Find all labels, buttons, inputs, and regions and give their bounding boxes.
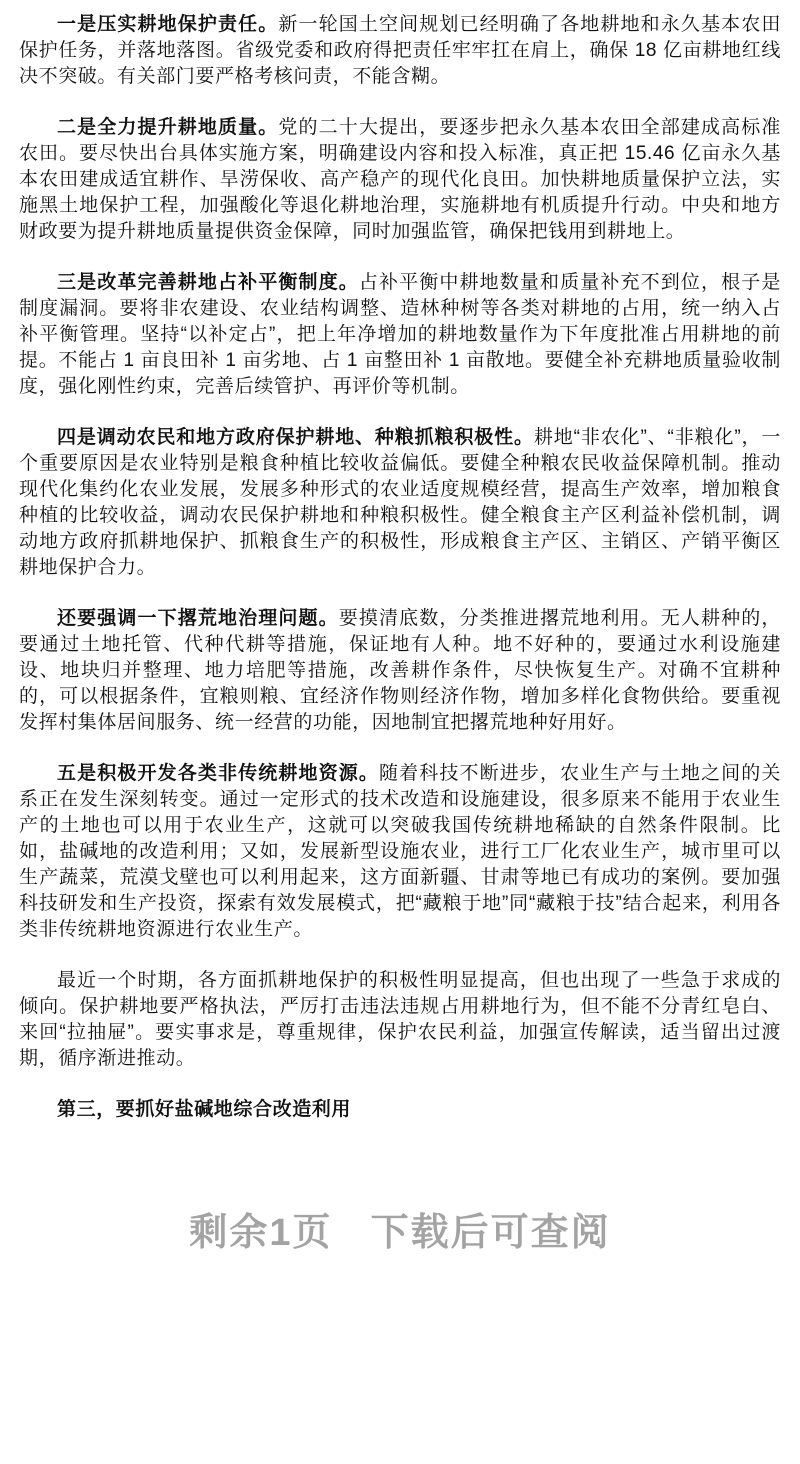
paragraph-3-lead: 三是改革完善耕地占补平衡制度。 — [57, 272, 359, 293]
remaining-pages-text: 剩余1页 — [189, 1212, 333, 1254]
paragraph-4 — [19, 425, 781, 581]
paragraph-7 — [19, 968, 781, 1072]
paragraph-5 — [19, 606, 781, 736]
paragraph-3 — [19, 270, 781, 400]
download-hint-text: 下载后可查阅 — [370, 1212, 611, 1254]
paragraph-6-lead: 五是积极开发各类非传统耕地资源。 — [57, 763, 380, 784]
paragraph-2-body: 党的二十大提出，要逐步把永久基本农田全部建成高标准农田。要尽快出台具体实施方案，明确建设内容和投入标准，真正把 15.46 亿亩永久基本农田建成适宜耕作、旱涝保收、高产稳产的现代化良田。加快耕地质量保护立法，实施黑土地保护工程，加强酸化等退化耕地治理，实施耕地有机质提升行动。中央和地方财政要为提升耕地质量提供资金保障，同时加强监管，确保把钱用到耕地上。 — [19, 117, 781, 242]
paragraph-5-lead: 还要强调一下撂荒地治理问题。 — [57, 608, 339, 629]
remaining-pages-notice — [19, 1211, 781, 1257]
paragraph-2-lead: 二是全力提升耕地质量。 — [57, 117, 279, 138]
paragraph-4-lead: 四是调动农民和地方政府保护耕地、种粮抓粮积极性。 — [57, 427, 534, 448]
paragraph-1-lead: 一是压实耕地保护责任。 — [57, 14, 279, 35]
paragraph-4-body: 耕地“非农化”、“非粮化”，一个重要原因是农业特别是粮食种植比较收益偏低。要健全种粮农民收益保障机制。推动现代化集约化农业发展，发展多种形式的农业适度规模经营，提高生产效率，增加粮食种植的比较收益，调动农民保护耕地和种粮积极性。健全粮食主产区利益补偿机制，调动地方政府抓耕地保护、抓粮食生产的积极性，形成粮食主产区、主销区、产销平衡区耕地保护合力。 — [19, 427, 782, 578]
paragraph-1-body: 新一轮国土空间规划已经明确了各地耕地和永久基本农田保护任务，并落地落图。省级党委和政府得把责任牢牢扛在肩上，确保 18 亿亩耕地红线决不突破。有关部门要严格考核问责，不能含糊。 — [19, 14, 781, 87]
paragraph-3-body: 占补平衡中耕地数量和质量补充不到位，根子是制度漏洞。要将非农建设、农业结构调整、造林种树等各类对耕地的占用，统一纳入占补平衡管理。坚持“以补定占”，把上年净增加的耕地数量作为下年度批准占用耕地的前提。不能占 1 亩良田补 1 亩劣地、占 1 亩整田补 1 亩散地。要健全补充耕地质量验收制度，强化刚性约束，完善后续管护、再评价等机制。 — [19, 272, 781, 397]
paragraph-6-body: 随着科技不断进步，农业生产与土地之间的关系正在发生深刻转变。通过一定形式的技术改造和设施建设，很多原来不能用于农业生产的土地也可以用于农业生产，这就可以突破我国传统耕地稀缺的自然条件限制。比如，盐碱地的改造利用；又如，发展新型设施农业，进行工厂化农业生产，城市里可以生产蔬菜，荒漠戈壁也可以利用起来，这方面新疆、甘肃等地已有成功的案例。要加强科技研发和生产投资，探索有效发展模式，把“藏粮于地”同“藏粮于技”结合起来，利用各类非传统耕地资源进行农业生产。 — [19, 763, 781, 940]
paragraph-6 — [19, 761, 781, 943]
paragraph-7-body: 最近一个时期，各方面抓耕地保护的积极性明显提高，但也出现了一些急于求成的倾向。保护耕地要严格执法，严厉打击违法违规占用耕地行为，但不能不分青红皂白、来回“拉抽屉”。要实事求是，尊重规律，保护农民利益，加强宣传解读，适当留出过渡期，循序渐进推动。 — [19, 970, 781, 1069]
paragraph-5-body: 要摸清底数，分类推进撂荒地利用。无人耕种的，要通过土地托管、代种代耕等措施，保证地有人种。地不好种的，要通过水利设施建设、地块归并整理、地力培肥等措施，改善耕作条件，尽快恢复生产。对确不宜耕种的，可以根据条件，宜粮则粮、宜经济作物则经济作物，增加多样化食物供给。要重视发挥村集体居间服务、统一经营的功能，因地制宜把撂荒地种好用好。 — [19, 608, 782, 733]
paragraph-2 — [19, 115, 781, 245]
paragraph-1 — [19, 12, 781, 90]
section-heading: 第三，要抓好盐碱地综合改造利用 — [57, 1099, 352, 1120]
